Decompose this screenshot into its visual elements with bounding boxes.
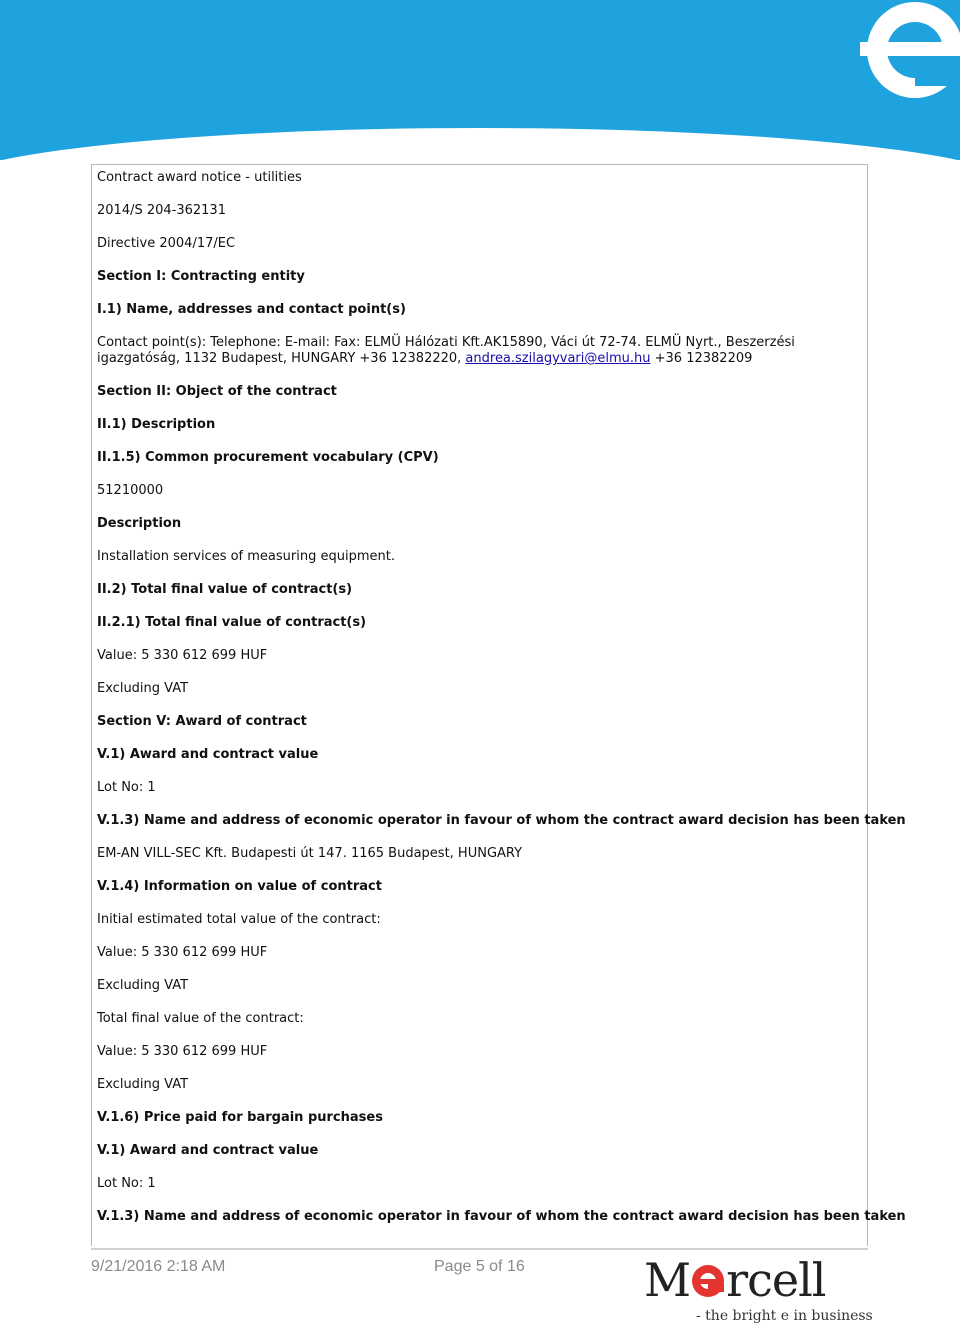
brand-letter-m: M xyxy=(644,1253,691,1307)
notice-content xyxy=(91,164,906,1246)
section-heading: Section I: Contracting entity xyxy=(97,269,305,284)
brand-wordmark xyxy=(644,1252,826,1308)
contact-text: Contact point(s): Telephone: E-mail: Fax: ELMÜ Hálózati Kft.AK15890, Váci út 72-74. ELMÜ Nyrt., Beszerzési igazgatóság, 1132 Budapest, HUNGARY +36 12382220, xyxy=(97,335,795,366)
section-heading: V.1) Award and contract value xyxy=(97,747,319,762)
section-heading: Section II: Object of the contract xyxy=(97,384,337,399)
section-heading: II.2.1) Total final value of contract(s) xyxy=(97,615,367,630)
footer-page-number: Page 5 of 16 xyxy=(434,1258,525,1275)
section-heading: V.1.3) Name and address of economic operator in favour of whom the contract award decision has been taken xyxy=(97,1209,906,1224)
section-heading: II.2) Total final value of contract(s) xyxy=(97,582,353,597)
notice-text: Lot No: 1 xyxy=(97,1176,156,1191)
brand-letters-rest: rcell xyxy=(726,1253,826,1307)
section-heading: II.1.5) Common procurement vocabulary (CPV) xyxy=(97,450,439,465)
contact-email-link[interactable]: andrea.szilagyvari@elmu.hu xyxy=(465,351,651,366)
notice-text: EM-AN VILL-SEC Kft. Budapesti út 147. 1165 Budapest, HUNGARY xyxy=(97,846,523,861)
marcell-e-logo-icon xyxy=(820,0,960,110)
notice-text: Value: 5 330 612 699 HUF xyxy=(97,648,268,663)
notice-text: Excluding VAT xyxy=(97,1077,189,1092)
footer-date: 9/21/2016 2:18 AM xyxy=(91,1258,226,1275)
contact-fax: +36 12382209 xyxy=(650,351,753,366)
contact-points-text xyxy=(97,335,857,367)
notice-text: Installation services of measuring equipment. xyxy=(97,549,395,564)
brand-tagline: - the bright e in business xyxy=(696,1308,873,1324)
notice-text: Value: 5 330 612 699 HUF xyxy=(97,945,268,960)
notice-text: Initial estimated total value of the contract: xyxy=(97,912,381,927)
section-heading: Description xyxy=(97,516,182,531)
notice-text: 2014/S 204-362131 xyxy=(97,203,226,218)
section-heading: V.1.3) Name and address of economic operator in favour of whom the contract award decision has been taken xyxy=(97,813,906,828)
notice-text: Value: 5 330 612 699 HUF xyxy=(97,1044,268,1059)
notice-text: Directive 2004/17/EC xyxy=(97,236,236,251)
footer-divider xyxy=(91,1248,868,1250)
section-heading: V.1.6) Price paid for bargain purchases xyxy=(97,1110,383,1125)
section-heading: V.1) Award and contract value xyxy=(97,1143,319,1158)
notice-text: Contract award notice - utilities xyxy=(97,170,302,185)
section-heading: I.1) Name, addresses and contact point(s) xyxy=(97,302,406,317)
notice-text: Total final value of the contract: xyxy=(97,1011,304,1026)
notice-text: Lot No: 1 xyxy=(97,780,156,795)
section-heading: Section V: Award of contract xyxy=(97,714,307,729)
section-heading: V.1.4) Information on value of contract xyxy=(97,879,382,894)
notice-text: Excluding VAT xyxy=(97,978,189,993)
marcell-brand-logo xyxy=(644,1252,874,1328)
brand-e-icon xyxy=(691,1264,725,1298)
section-heading: II.1) Description xyxy=(97,417,216,432)
notice-text: 51210000 xyxy=(97,483,164,498)
notice-text: Excluding VAT xyxy=(97,681,189,696)
